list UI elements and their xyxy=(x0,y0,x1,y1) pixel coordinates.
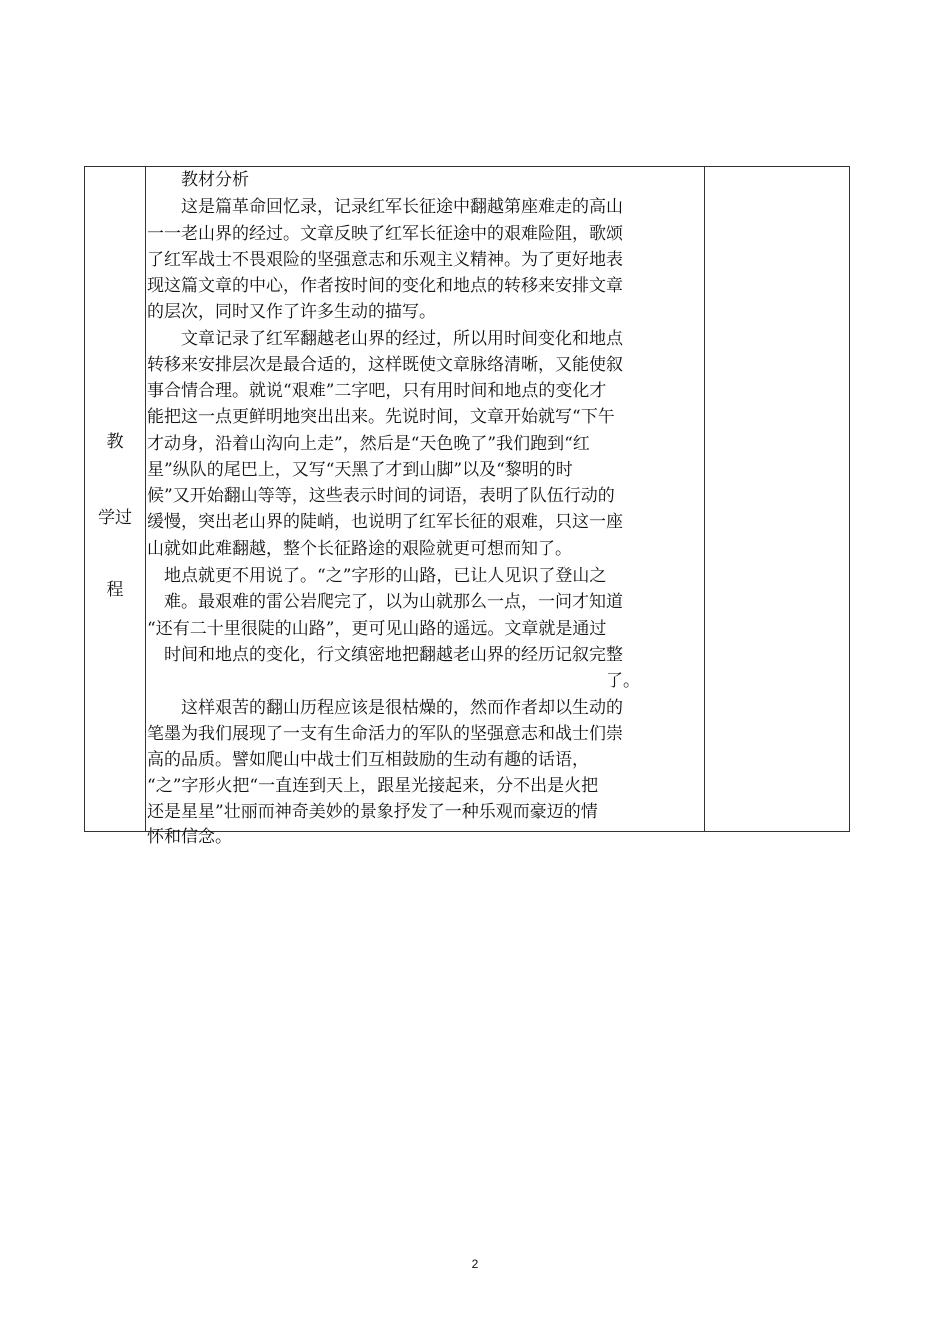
content-cell xyxy=(147,167,703,847)
content-line: 缓慢，突出老山界的陡峭，也说明了红军长征的艰难，只这一座 xyxy=(147,512,623,532)
table-divider-right xyxy=(704,167,705,831)
content-line: 这样艰苦的翻山历程应该是很枯燥的，然而作者却以生动的 xyxy=(147,698,623,718)
content-line: “之”字形火把“一直连到天上，跟星光接起来，分不出是火把 xyxy=(147,776,599,796)
content-line: 事合情合理。就说“艰难”二字吧，只有用时间和地点的变化才 xyxy=(147,381,607,401)
content-line: 还是星星”壮丽而神奇美妙的景象抒发了一种乐观而豪迈的情 xyxy=(147,802,598,822)
content-line: 转移来安排层次是最合适的，这样既使文章脉络清晰，又能使叙 xyxy=(147,355,623,375)
content-line: 候”又开始翻山等等，这些表示时间的词语，表明了队伍行动的 xyxy=(147,486,615,506)
content-line: 时间和地点的变化，行文缜密地把翻越老山界的经历记叙完整 xyxy=(147,645,623,665)
section-label-line-1: 教 xyxy=(106,432,124,452)
content-line: 怀和信念。 xyxy=(147,827,232,847)
content-line: 一一老山界的经过。文章反映了红军长征途中的艰难险阻，歌颂 xyxy=(147,224,623,244)
content-line: 地点就更不用说了。“之”字形的山路，已让人见识了登山之 xyxy=(147,566,607,586)
content-line: 高的品质。譬如爬山中战士们互相鼓励的生动有趣的话语， xyxy=(147,750,589,770)
content-line: 了红军战士不畏艰险的坚强意志和乐观主义精神。为了更好地表 xyxy=(147,250,623,270)
content-line: 了。 xyxy=(147,671,640,691)
lesson-table xyxy=(84,166,850,847)
content-line: 这是篇革命回忆录，记录红军长征途中翻越第座难走的高山 xyxy=(147,197,623,217)
content-line: 的层次，同时又作了许多生动的描写。 xyxy=(147,302,436,322)
content-line: 难。最艰难的雷公岩爬完了，以为山就那么一点，一问才知道 xyxy=(147,592,623,612)
content-line: 山就如此难翻越，整个长征路途的艰险就更可想而知了。 xyxy=(147,539,572,559)
page-number: 2 xyxy=(471,1257,479,1271)
content-line: 能把这一点更鲜明地突出出来。先说时间，文章开始就写“下午 xyxy=(147,407,615,427)
content-line: 笔墨为我们展现了一支有生命活力的军队的坚强意志和战士们崇 xyxy=(147,724,623,744)
content-line: 星”纵队的尾巴上，又写“天黑了才到山脚”以及“黎明的时 xyxy=(147,460,573,480)
section-label-line-2: 学过 xyxy=(98,508,132,528)
section-label-line-3: 程 xyxy=(106,580,124,600)
content-line: 教材分析 xyxy=(147,170,249,190)
content-line: “还有二十里很陡的山路”，更可见山路的遥远。文章就是通过 xyxy=(147,619,607,639)
content-line: 现这篇文章的中心，作者按时间的变化和地点的转移来安排文章 xyxy=(147,276,623,296)
table-divider-left xyxy=(145,167,146,831)
content-line: 文章记录了红军翻越老山界的经过，所以用时间变化和地点 xyxy=(147,329,623,349)
content-line: 才动身，沿着山沟向上走”，然后是“天色晚了”我们跑到“红 xyxy=(147,434,590,454)
